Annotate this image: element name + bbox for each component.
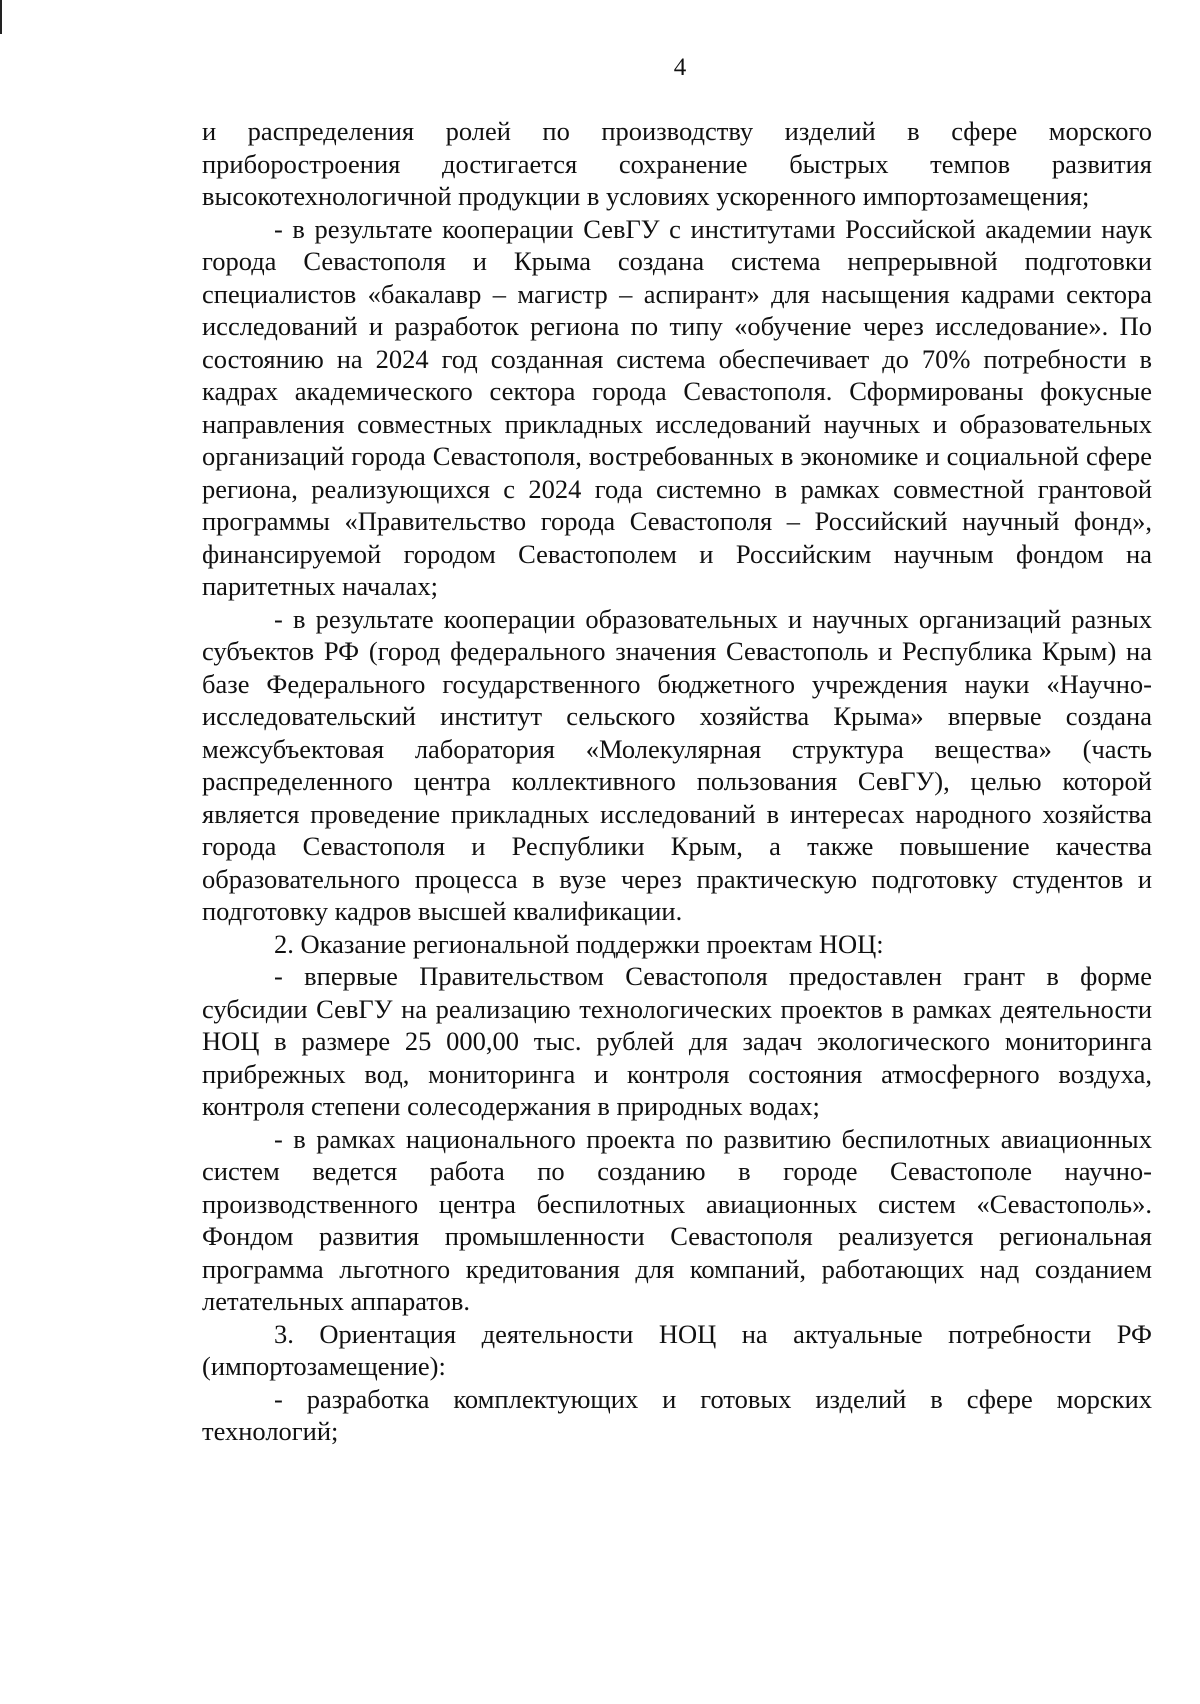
page-number: 4 [673,54,687,81]
paragraph-marine-technologies: - разработка комплектующих и готовых изделий в сфере морских технологий; [202,1383,1152,1446]
paragraph-staff-training: - в результате кооперации СевГУ с институтами Российской академии наук города Севастополя и Крыма создана система непрерывной подготовки специалистов «бакалавр – магистр – аспирант» для насыщения кадрами сектора исследований и разработок региона по типу «обучение через исследование». По состоянию на 2024 год созданная система обеспечивает до 70% потребности в кадрах академического сектора города Севастополя. Сформированы фокусные направления совместных прикладных исследований научных и образовательных организаций города Севастополя, востребованных в экономике и социальной сфере региона, реализующихся с 2024 года системно в рамках совместной грантовой программы «Правительство города Севастополя – Российский научный фонд», финансируемой городом Севастополем и Российским научным фондом на паритетных началах; [202,213,1152,601]
paragraph-uav-project: - в рамках национального проекта по развитию беспилотных авиационных систем ведется работа по созданию в городе Севастополе научно-производственного центра беспилотных авиационных систем «Севастополь». Фондом развития промышленности Севастополя реализуется региональная программа льготного кредитования для компаний, работающих над созданием летательных аппаратов. [202,1123,1152,1316]
document-body [202,115,1152,1448]
paragraph-grant: - впервые Правительством Севастополя предоставлен грант в форме субсидии СевГУ на реализацию технологических проектов в рамках деятельности НОЦ в размере 25 000,00 тыс. рублей для задач экологического мониторинга прибрежных вод, мониторинга и контроля состояния атмосферного воздуха, контроля степени солесодержания в природных водах; [202,961,1152,1121]
paragraph-continuation: и распределения ролей по производству изделий в сфере морского приборостроения достигается сохранение быстрых темпов развития высокотехнологичной продукции в условиях ускоренного импортозамещения; [202,116,1152,211]
paragraph-import-substitution-heading: 3. Ориентация деятельности НОЦ на актуальные потребности РФ (импортозамещение): [202,1318,1152,1381]
paragraph-regional-support-heading: 2. Оказание региональной поддержки проектам НОЦ: [274,928,884,959]
scan-edge-mark [0,0,2,34]
paragraph-laboratory: - в результате кооперации образовательных и научных организаций разных субъектов РФ (город федерального значения Севастополь и Республика Крым) на базе Федерального государственного бюджетного учреждения науки «Научно-исследовательский институт сельского хозяйства Крыма» впервые создана межсубъектовая лаборатория «Молекулярная структура вещества» (часть распределенного центра коллективного пользования СевГУ), целью которой является проведение прикладных исследований в интересах народного хозяйства города Севастополя и Республики Крым, а также повышение качества образовательного процесса в вузе через практическую подготовку студентов и подготовку кадров высшей квалификации. [202,603,1152,926]
